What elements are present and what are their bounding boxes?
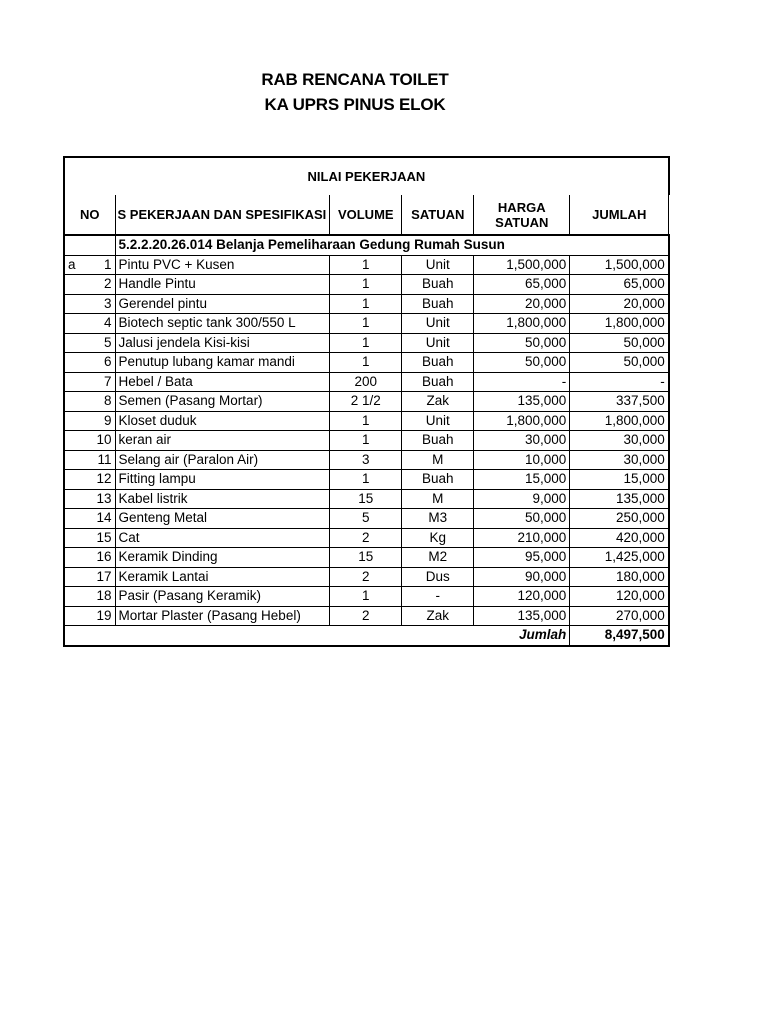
row-number-cell	[64, 353, 115, 373]
item-volume: 200	[330, 372, 402, 392]
item-name: Biotech septic tank 300/550 L	[115, 314, 330, 334]
item-jumlah: 50,000	[570, 333, 669, 353]
item-jumlah: 420,000	[570, 528, 669, 548]
table-row	[64, 314, 669, 334]
item-satuan: Kg	[402, 528, 474, 548]
document-title-line1: RAB RENCANA TOILET	[261, 70, 449, 89]
item-satuan: Zak	[402, 606, 474, 626]
total-row-spacer	[64, 626, 474, 646]
group-letter: a	[68, 256, 76, 272]
table-row	[64, 431, 669, 451]
item-name: Kabel listrik	[115, 489, 330, 509]
item-jumlah: 120,000	[570, 587, 669, 607]
row-number: 15	[96, 529, 112, 545]
item-name: Selang air (Paralon Air)	[115, 450, 330, 470]
item-harga-satuan: 20,000	[474, 294, 570, 314]
item-volume: 3	[330, 450, 402, 470]
row-number: 9	[103, 412, 112, 428]
table-row	[64, 587, 669, 607]
total-label: Jumlah	[474, 626, 570, 646]
item-name: Mortar Plaster (Pasang Hebel)	[115, 606, 330, 626]
item-harga-satuan: 120,000	[474, 587, 570, 607]
item-volume: 1	[330, 275, 402, 295]
item-satuan: M	[402, 489, 474, 509]
row-number-cell	[64, 275, 115, 295]
item-jumlah: 1,425,000	[570, 548, 669, 568]
item-volume: 1	[330, 587, 402, 607]
item-volume: 2 1/2	[330, 392, 402, 412]
row-number: 6	[103, 354, 112, 370]
item-volume: 2	[330, 606, 402, 626]
item-volume: 1	[330, 314, 402, 334]
item-harga-satuan: 210,000	[474, 528, 570, 548]
item-jumlah: 30,000	[570, 450, 669, 470]
item-volume: 2	[330, 528, 402, 548]
item-name: Fitting lampu	[115, 470, 330, 490]
item-volume: 15	[330, 548, 402, 568]
item-name: keran air	[115, 431, 330, 451]
column-header-jumlah: JUMLAH	[570, 195, 669, 235]
row-number: 5	[103, 334, 112, 350]
row-number-cell	[64, 567, 115, 587]
item-jumlah: 1,800,000	[570, 411, 669, 431]
table-row	[64, 255, 669, 275]
row-number: 16	[96, 549, 112, 565]
item-jumlah: 1,500,000	[570, 255, 669, 275]
row-number: 17	[96, 568, 112, 584]
item-satuan: -	[402, 587, 474, 607]
row-number: 1	[103, 256, 112, 272]
item-satuan: Buah	[402, 372, 474, 392]
item-satuan: M2	[402, 548, 474, 568]
item-name: Jalusi jendela Kisi-kisi	[115, 333, 330, 353]
item-jumlah: 65,000	[570, 275, 669, 295]
item-name: Handle Pintu	[115, 275, 330, 295]
row-number: 11	[97, 451, 112, 467]
column-header-volume: VOLUME	[330, 195, 402, 235]
row-number-cell	[64, 450, 115, 470]
row-number-cell	[64, 470, 115, 490]
table-row	[64, 567, 669, 587]
row-number-cell	[64, 509, 115, 529]
section-no-cell	[64, 235, 115, 255]
row-number: 8	[103, 393, 112, 409]
item-harga-satuan: -	[474, 372, 570, 392]
item-jumlah: 250,000	[570, 509, 669, 529]
item-satuan: Unit	[402, 255, 474, 275]
table-row	[64, 294, 669, 314]
item-satuan: Unit	[402, 411, 474, 431]
item-satuan: Buah	[402, 275, 474, 295]
total-row	[64, 626, 669, 646]
item-harga-satuan: 1,500,000	[474, 255, 570, 275]
item-satuan: Buah	[402, 294, 474, 314]
item-harga-satuan: 135,000	[474, 606, 570, 626]
item-harga-satuan: 1,800,000	[474, 411, 570, 431]
column-header-harga: HARGA SATUAN	[474, 195, 570, 235]
item-harga-satuan: 65,000	[474, 275, 570, 295]
item-jumlah: 30,000	[570, 431, 669, 451]
cost-table	[63, 156, 670, 647]
item-volume: 2	[330, 567, 402, 587]
item-volume: 1	[330, 294, 402, 314]
item-volume: 1	[330, 333, 402, 353]
item-satuan: M	[402, 450, 474, 470]
total-value: 8,497,500	[570, 626, 669, 646]
item-volume: 1	[330, 255, 402, 275]
row-number: 12	[96, 471, 112, 487]
item-volume: 5	[330, 509, 402, 529]
item-name: Keramik Dinding	[115, 548, 330, 568]
row-number-cell	[64, 411, 115, 431]
item-satuan: Unit	[402, 314, 474, 334]
item-jumlah: 180,000	[570, 567, 669, 587]
row-number-cell	[64, 333, 115, 353]
row-number: 7	[103, 373, 112, 389]
item-name: Penutup lubang kamar mandi	[115, 353, 330, 373]
row-number-cell	[64, 255, 115, 275]
table-row	[64, 509, 669, 529]
item-jumlah: 1,800,000	[570, 314, 669, 334]
item-jumlah: 15,000	[570, 470, 669, 490]
item-name: Gerendel pintu	[115, 294, 330, 314]
row-number-cell	[64, 314, 115, 334]
item-satuan: Zak	[402, 392, 474, 412]
row-number-cell	[64, 294, 115, 314]
table-row	[64, 450, 669, 470]
table-row	[64, 606, 669, 626]
item-jumlah: 337,500	[570, 392, 669, 412]
item-volume: 1	[330, 353, 402, 373]
item-harga-satuan: 10,000	[474, 450, 570, 470]
row-number-cell	[64, 528, 115, 548]
row-number-cell	[64, 372, 115, 392]
row-number-cell	[64, 392, 115, 412]
column-header-name: S PEKERJAAN DAN SPESIFIKASI	[115, 195, 330, 235]
item-volume: 15	[330, 489, 402, 509]
item-harga-satuan: 9,000	[474, 489, 570, 509]
row-number-cell	[64, 587, 115, 607]
row-number: 18	[96, 588, 112, 604]
item-satuan: M3	[402, 509, 474, 529]
row-number-cell	[64, 548, 115, 568]
item-volume: 1	[330, 431, 402, 451]
item-name: Semen (Pasang Mortar)	[115, 392, 330, 412]
item-name: Kloset duduk	[115, 411, 330, 431]
item-jumlah: 50,000	[570, 353, 669, 373]
item-volume: 1	[330, 411, 402, 431]
column-header-no: NO	[64, 195, 115, 235]
item-harga-satuan: 50,000	[474, 333, 570, 353]
row-number: 2	[103, 276, 112, 292]
table-row	[64, 372, 669, 392]
item-volume: 1	[330, 470, 402, 490]
row-number: 3	[103, 295, 112, 311]
item-name: Genteng Metal	[115, 509, 330, 529]
column-header-satuan: SATUAN	[402, 195, 474, 235]
table-row	[64, 548, 669, 568]
item-harga-satuan: 50,000	[474, 509, 570, 529]
item-name: Keramik Lantai	[115, 567, 330, 587]
item-jumlah: 270,000	[570, 606, 669, 626]
table-row	[64, 392, 669, 412]
table-header-top: NILAI PEKERJAAN	[64, 157, 669, 195]
item-jumlah: 20,000	[570, 294, 669, 314]
item-harga-satuan: 50,000	[474, 353, 570, 373]
document-title-line2: KA UPRS PINUS ELOK	[264, 95, 446, 114]
item-harga-satuan: 95,000	[474, 548, 570, 568]
section-label: 5.2.2.20.26.014 Belanja Pemeliharaan Gedung Rumah Susun	[115, 235, 669, 255]
item-jumlah: -	[570, 372, 669, 392]
item-satuan: Buah	[402, 353, 474, 373]
row-number: 14	[96, 510, 112, 526]
item-jumlah: 135,000	[570, 489, 669, 509]
table-row	[64, 333, 669, 353]
row-number: 13	[96, 490, 112, 506]
item-name: Hebel / Bata	[115, 372, 330, 392]
row-number-cell	[64, 489, 115, 509]
row-number: 19	[96, 607, 112, 623]
row-number-cell	[64, 431, 115, 451]
item-harga-satuan: 15,000	[474, 470, 570, 490]
table-row	[64, 470, 669, 490]
row-number: 4	[103, 315, 112, 331]
item-satuan: Buah	[402, 470, 474, 490]
item-harga-satuan: 135,000	[474, 392, 570, 412]
item-name: Pintu PVC + Kusen	[115, 255, 330, 275]
table-row	[64, 353, 669, 373]
item-harga-satuan: 90,000	[474, 567, 570, 587]
table-row	[64, 411, 669, 431]
item-harga-satuan: 1,800,000	[474, 314, 570, 334]
row-number-cell	[64, 606, 115, 626]
item-satuan: Unit	[402, 333, 474, 353]
item-harga-satuan: 30,000	[474, 431, 570, 451]
table-row	[64, 489, 669, 509]
item-satuan: Dus	[402, 567, 474, 587]
table-row	[64, 275, 669, 295]
row-number: 10	[96, 432, 112, 448]
item-name: Pasir (Pasang Keramik)	[115, 587, 330, 607]
item-name: Cat	[115, 528, 330, 548]
item-satuan: Buah	[402, 431, 474, 451]
table-row	[64, 528, 669, 548]
